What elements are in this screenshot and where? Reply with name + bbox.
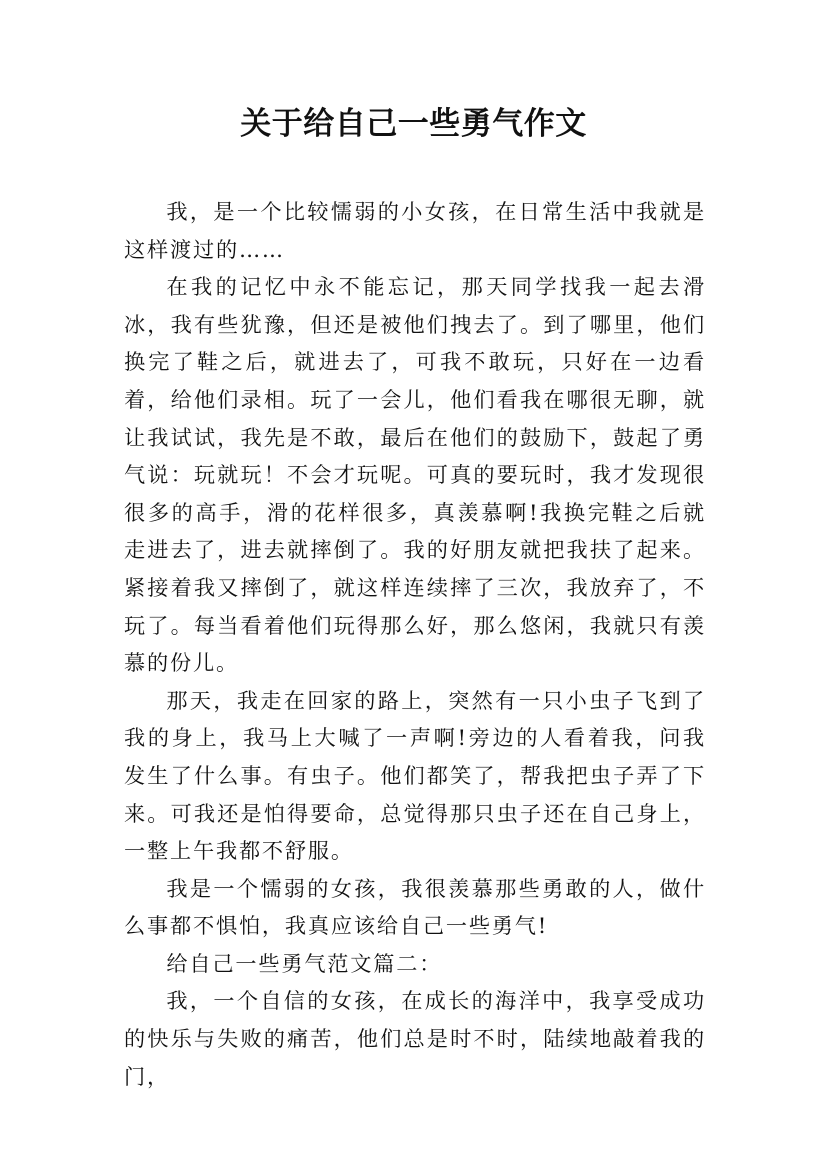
document-title: 关于给自己一些勇气作文	[240, 106, 587, 142]
paragraph: 我，一个自信的女孩，在成长的海洋中，我享受成功的快乐与失败的痛苦，他们总是时不时，陆续地敲着我的门，	[124, 988, 706, 1089]
paragraph: 在我的记忆中永不能忘记，那天同学找我一起去滑冰，我有些犹豫，但还是被他们拽去了。到了哪里，他们换完了鞋之后，就进去了，可我不敢玩，只好在一边看着，给他们录相。玩了一会儿，他们看我在哪很无聊，就让我试试，我先是不敢，最后在他们的鼓励下，鼓起了勇气说：玩就玩！不会才玩呢。可真的要玩时，我才发现很很多的高手，滑的花样很多，真羡慕啊!我换完鞋之后就走进去了，进去就摔倒了。我的好朋友就把我扶了起来。紧接着我又摔倒了，就这样连续摔了三次，我放弃了，不玩了。每当看着他们玩得那么好，那么悠闲，我就只有羡慕的份儿。	[124, 274, 706, 676]
section-heading: 给自己一些勇气范文篇二：	[166, 950, 443, 976]
paragraph: 那天，我走在回家的路上，突然有一只小虫子飞到了我的身上，我马上大喊了一声啊!旁边的人看着我，问我发生了什么事。有虫子。他们都笑了，帮我把虫子弄了下来。可我还是怕得要命，总觉得那只虫子还在自己身上，一整上午我都不舒服。	[124, 687, 706, 864]
paragraph: 我，是一个比较懦弱的小女孩，在日常生活中我就是这样渡过的……	[124, 199, 706, 262]
paragraph: 我是一个懦弱的女孩，我很羡慕那些勇敢的人，做什么事都不惧怕，我真应该给自己一些勇气!	[124, 875, 706, 939]
document-body	[124, 193, 706, 1095]
